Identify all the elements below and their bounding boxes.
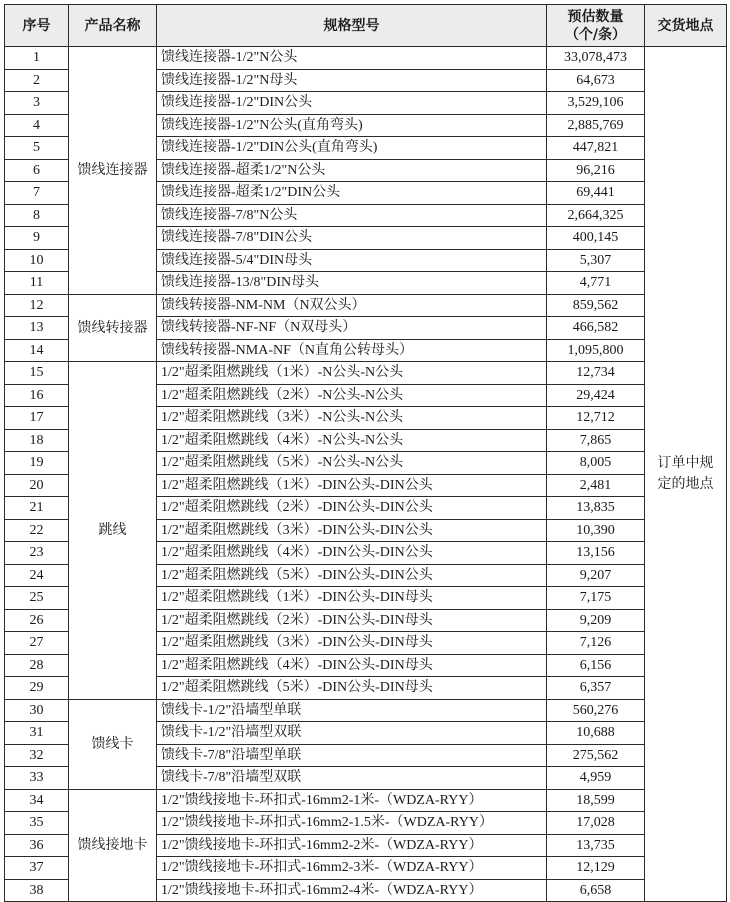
header-place: 交货地点 — [645, 5, 727, 47]
table-row — [5, 294, 727, 317]
spec-cell: 1/2"馈线接地卡-环扣式-16mm2-1.5米-（WDZA-RYY） — [157, 812, 547, 835]
row-number: 24 — [5, 564, 69, 587]
qty-cell: 447,821 — [547, 137, 645, 160]
spec-cell: 1/2"超柔阻燃跳线（2米）-DIN公头-DIN母头 — [157, 609, 547, 632]
row-number: 15 — [5, 362, 69, 385]
row-number: 11 — [5, 272, 69, 295]
qty-cell: 96,216 — [547, 159, 645, 182]
row-number: 20 — [5, 474, 69, 497]
qty-cell: 12,734 — [547, 362, 645, 385]
row-number: 18 — [5, 429, 69, 452]
row-number: 38 — [5, 879, 69, 902]
table-row — [5, 789, 727, 812]
product-group-name: 跳线 — [69, 362, 157, 700]
row-number: 30 — [5, 699, 69, 722]
header-spec: 规格型号 — [157, 5, 547, 47]
spec-cell: 馈线转接器-NMA-NF（N直角公转母头） — [157, 339, 547, 362]
qty-cell: 4,771 — [547, 272, 645, 295]
qty-cell: 859,562 — [547, 294, 645, 317]
spec-cell: 馈线连接器-1/2"DIN公头 — [157, 92, 547, 115]
qty-cell: 2,664,325 — [547, 204, 645, 227]
spec-cell: 1/2"超柔阻燃跳线（2米）-N公头-N公头 — [157, 384, 547, 407]
row-number: 8 — [5, 204, 69, 227]
spec-cell: 1/2"超柔阻燃跳线（4米）-DIN公头-DIN公头 — [157, 542, 547, 565]
header-product: 产品名称 — [69, 5, 157, 47]
row-number: 3 — [5, 92, 69, 115]
spec-cell: 1/2"超柔阻燃跳线（5米）-DIN公头-DIN母头 — [157, 677, 547, 700]
qty-cell: 13,835 — [547, 497, 645, 520]
spec-cell: 1/2"超柔阻燃跳线（4米）-DIN公头-DIN母头 — [157, 654, 547, 677]
spec-cell: 馈线连接器-5/4"DIN母头 — [157, 249, 547, 272]
qty-cell: 2,885,769 — [547, 114, 645, 137]
spec-cell: 1/2"超柔阻燃跳线（1米）-N公头-N公头 — [157, 362, 547, 385]
header-qty-line1: 预估数量 — [567, 8, 624, 25]
qty-cell: 29,424 — [547, 384, 645, 407]
procurement-table — [4, 4, 727, 902]
spec-cell: 1/2"馈线接地卡-环扣式-16mm2-3米-（WDZA-RYY） — [157, 857, 547, 880]
qty-cell: 6,156 — [547, 654, 645, 677]
spec-cell: 1/2"超柔阻燃跳线（2米）-DIN公头-DIN公头 — [157, 497, 547, 520]
spec-cell: 馈线连接器-超柔1/2"DIN公头 — [157, 182, 547, 205]
qty-cell: 33,078,473 — [547, 47, 645, 70]
spec-cell: 馈线连接器-1/2"N公头 — [157, 47, 547, 70]
table-row — [5, 362, 727, 385]
spec-cell: 1/2"超柔阻燃跳线（3米）-DIN公头-DIN公头 — [157, 519, 547, 542]
qty-cell: 275,562 — [547, 744, 645, 767]
qty-cell: 5,307 — [547, 249, 645, 272]
row-number: 35 — [5, 812, 69, 835]
qty-cell: 7,865 — [547, 429, 645, 452]
row-number: 29 — [5, 677, 69, 700]
spec-cell: 1/2"超柔阻燃跳线（5米）-N公头-N公头 — [157, 452, 547, 475]
product-group-name: 馈线接地卡 — [69, 789, 157, 902]
row-number: 25 — [5, 587, 69, 610]
row-number: 1 — [5, 47, 69, 70]
row-number: 31 — [5, 722, 69, 745]
table-header-row — [5, 5, 727, 47]
qty-cell: 8,005 — [547, 452, 645, 475]
qty-cell: 560,276 — [547, 699, 645, 722]
spec-cell: 馈线卡-1/2"沿墙型双联 — [157, 722, 547, 745]
row-number: 37 — [5, 857, 69, 880]
qty-cell: 400,145 — [547, 227, 645, 250]
qty-cell: 13,156 — [547, 542, 645, 565]
row-number: 26 — [5, 609, 69, 632]
qty-cell: 64,673 — [547, 69, 645, 92]
row-number: 4 — [5, 114, 69, 137]
spec-cell: 1/2"超柔阻燃跳线（1米）-DIN公头-DIN母头 — [157, 587, 547, 610]
row-number: 5 — [5, 137, 69, 160]
spec-cell: 馈线卡-7/8"沿墙型双联 — [157, 767, 547, 790]
spec-cell: 馈线连接器-7/8"DIN公头 — [157, 227, 547, 250]
row-number: 9 — [5, 227, 69, 250]
product-group-name: 馈线卡 — [69, 699, 157, 789]
spec-cell: 1/2"超柔阻燃跳线（3米）-DIN公头-DIN母头 — [157, 632, 547, 655]
row-number: 36 — [5, 834, 69, 857]
header-no: 序号 — [5, 5, 69, 47]
row-number: 21 — [5, 497, 69, 520]
qty-cell: 6,357 — [547, 677, 645, 700]
row-number: 22 — [5, 519, 69, 542]
row-number: 10 — [5, 249, 69, 272]
spec-cell: 馈线连接器-1/2"N母头 — [157, 69, 547, 92]
spec-cell: 馈线连接器-1/2"DIN公头(直角弯头) — [157, 137, 547, 160]
table-body — [5, 47, 727, 902]
table-row — [5, 47, 727, 70]
spec-cell: 馈线连接器-13/8"DIN母头 — [157, 272, 547, 295]
qty-cell: 1,095,800 — [547, 339, 645, 362]
qty-cell: 10,390 — [547, 519, 645, 542]
row-number: 27 — [5, 632, 69, 655]
qty-cell: 9,207 — [547, 564, 645, 587]
spec-cell: 1/2"馈线接地卡-环扣式-16mm2-2米-（WDZA-RYY） — [157, 834, 547, 857]
spec-cell: 馈线卡-7/8"沿墙型单联 — [157, 744, 547, 767]
spec-cell: 馈线连接器-超柔1/2"N公头 — [157, 159, 547, 182]
qty-cell: 7,126 — [547, 632, 645, 655]
spec-cell: 1/2"馈线接地卡-环扣式-16mm2-4米-（WDZA-RYY） — [157, 879, 547, 902]
spec-cell: 1/2"超柔阻燃跳线（1米）-DIN公头-DIN公头 — [157, 474, 547, 497]
qty-cell: 3,529,106 — [547, 92, 645, 115]
qty-cell: 6,658 — [547, 879, 645, 902]
qty-cell: 7,175 — [547, 587, 645, 610]
qty-cell: 2,481 — [547, 474, 645, 497]
delivery-place-cell: 订单中规定的地点 — [645, 47, 727, 902]
row-number: 23 — [5, 542, 69, 565]
product-group-name: 馈线连接器 — [69, 47, 157, 295]
row-number: 7 — [5, 182, 69, 205]
header-qty-line2: （个/条） — [564, 26, 627, 43]
qty-cell: 10,688 — [547, 722, 645, 745]
row-number: 2 — [5, 69, 69, 92]
row-number: 17 — [5, 407, 69, 430]
row-number: 19 — [5, 452, 69, 475]
row-number: 33 — [5, 767, 69, 790]
qty-cell: 466,582 — [547, 317, 645, 340]
row-number: 32 — [5, 744, 69, 767]
header-qty — [547, 5, 645, 47]
row-number: 14 — [5, 339, 69, 362]
spec-cell: 馈线连接器-7/8"N公头 — [157, 204, 547, 227]
spec-cell: 1/2"馈线接地卡-环扣式-16mm2-1米-（WDZA-RYY） — [157, 789, 547, 812]
qty-cell: 12,712 — [547, 407, 645, 430]
qty-cell: 12,129 — [547, 857, 645, 880]
qty-cell: 9,209 — [547, 609, 645, 632]
row-number: 34 — [5, 789, 69, 812]
qty-cell: 18,599 — [547, 789, 645, 812]
spec-cell: 馈线转接器-NF-NF（N双母头） — [157, 317, 547, 340]
row-number: 28 — [5, 654, 69, 677]
row-number: 6 — [5, 159, 69, 182]
row-number: 12 — [5, 294, 69, 317]
product-group-name: 馈线转接器 — [69, 294, 157, 362]
table-row — [5, 699, 727, 722]
spec-cell: 馈线连接器-1/2"N公头(直角弯头) — [157, 114, 547, 137]
qty-cell: 13,735 — [547, 834, 645, 857]
spec-cell: 1/2"超柔阻燃跳线（4米）-N公头-N公头 — [157, 429, 547, 452]
qty-cell: 17,028 — [547, 812, 645, 835]
qty-cell: 69,441 — [547, 182, 645, 205]
spec-cell: 馈线卡-1/2"沿墙型单联 — [157, 699, 547, 722]
row-number: 16 — [5, 384, 69, 407]
qty-cell: 4,959 — [547, 767, 645, 790]
spec-cell: 1/2"超柔阻燃跳线（5米）-DIN公头-DIN公头 — [157, 564, 547, 587]
row-number: 13 — [5, 317, 69, 340]
spec-cell: 馈线转接器-NM-NM（N双公头） — [157, 294, 547, 317]
spec-cell: 1/2"超柔阻燃跳线（3米）-N公头-N公头 — [157, 407, 547, 430]
